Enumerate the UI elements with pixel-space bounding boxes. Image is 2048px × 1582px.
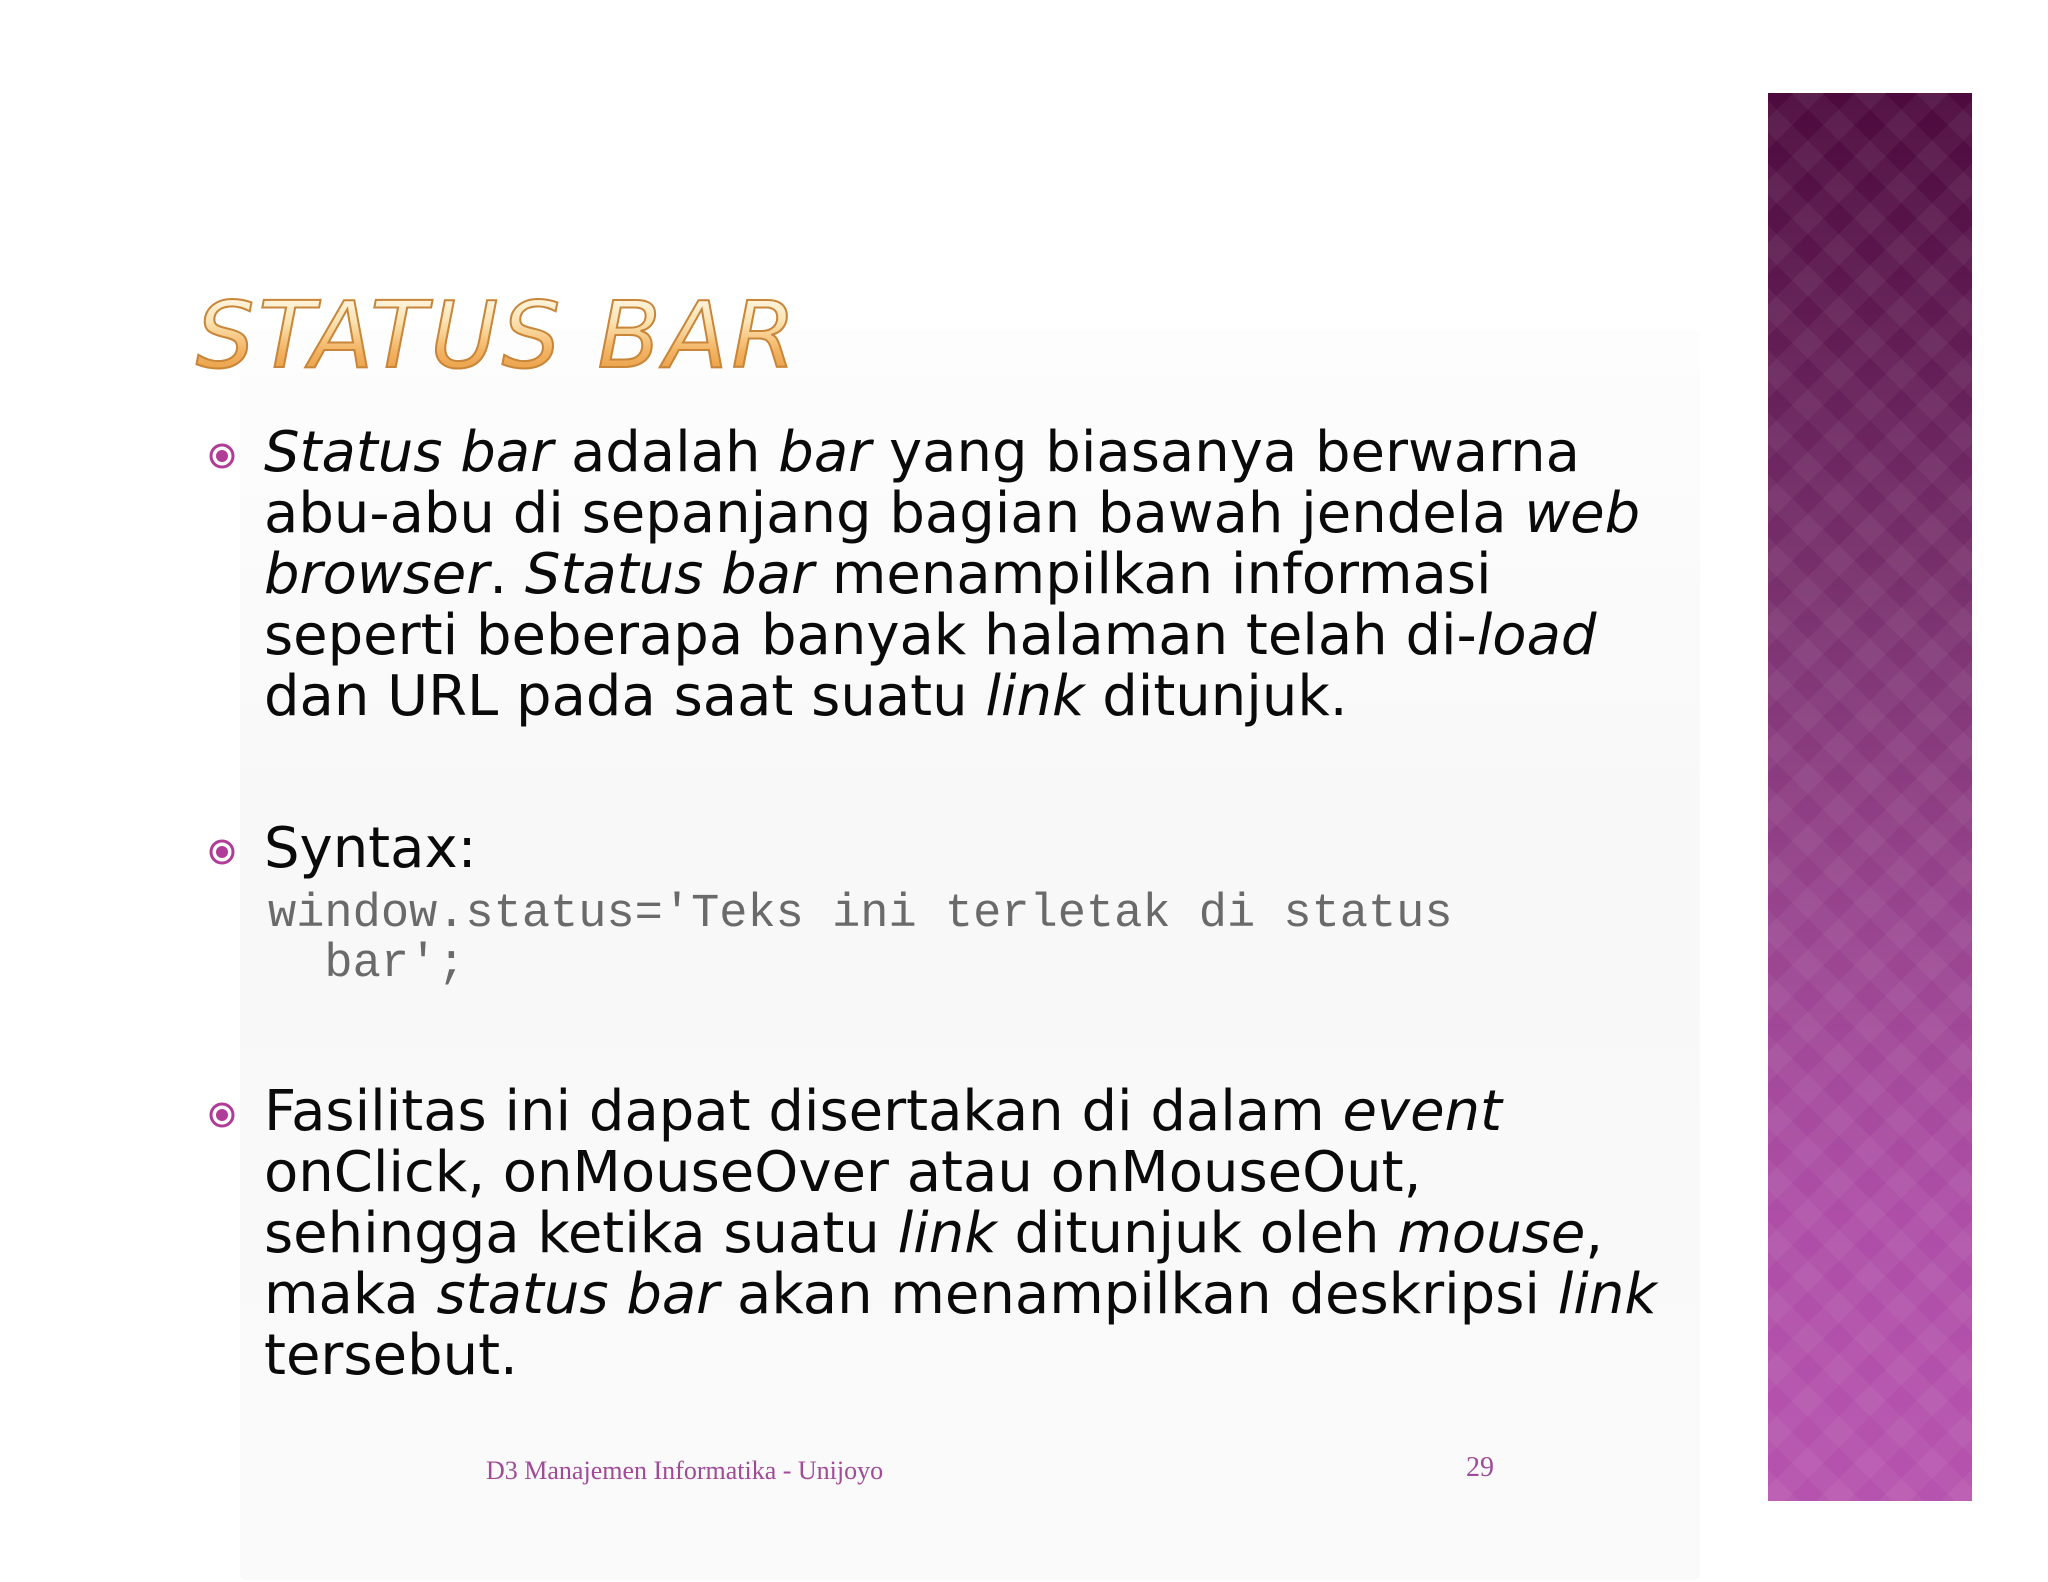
emphasis-text: bar	[778, 420, 872, 485]
body-text: dan URL pada saat suatu	[264, 664, 986, 729]
emphasis-text: link	[897, 1201, 997, 1266]
body-text: menampilkan informasi seperti beberapa banyak halaman telah di-	[264, 542, 1492, 668]
emphasis-text: Status bar	[524, 542, 815, 607]
accent-sidebar	[1768, 93, 1972, 1501]
body-text: adalah	[553, 420, 779, 485]
emphasis-text: Status bar	[264, 420, 554, 485]
body-text: .	[489, 542, 525, 607]
emphasis-text: web browser	[264, 481, 1641, 607]
page-number: 29	[1466, 1452, 1494, 1483]
body-text: tersebut.	[264, 1323, 518, 1388]
body-text: ditunjuk oleh	[996, 1201, 1398, 1266]
emphasis-text: event	[1342, 1079, 1502, 1144]
emphasis-text: load	[1476, 603, 1597, 668]
bullet-text	[264, 818, 1684, 879]
body-text: , maka	[264, 1201, 1604, 1327]
body-text: yang biasanya berwarna abu-abu di sepanjang bagian bawah jendela	[264, 420, 1580, 546]
emphasis-text: link	[985, 664, 1085, 729]
bullet-circle-icon	[208, 442, 236, 470]
slide-title: STATUS BAR	[196, 282, 800, 389]
emphasis-text: mouse	[1397, 1201, 1586, 1266]
code-snippet: window.status='Teks ini terletak di status bar';	[268, 888, 1453, 991]
body-text: Fasilitas ini dapat disertakan di dalam	[264, 1079, 1343, 1144]
body-text: Syntax:	[264, 816, 477, 881]
footer-text: D3 Manajemen Informatika - Unijoyo	[486, 1456, 884, 1485]
emphasis-text: status bar	[436, 1262, 720, 1327]
bullet-circle-icon	[208, 838, 236, 866]
body-text: ditunjuk.	[1084, 664, 1348, 729]
body-text: onClick, onMouseOver atau onMouseOut, sehingga ketika suatu	[264, 1140, 1422, 1266]
emphasis-text: link	[1557, 1262, 1657, 1327]
bullet-text	[264, 422, 1684, 727]
bullet-circle-icon	[208, 1101, 236, 1129]
bullet-text	[264, 1081, 1684, 1386]
body-text: akan menampilkan deskripsi	[719, 1262, 1558, 1327]
